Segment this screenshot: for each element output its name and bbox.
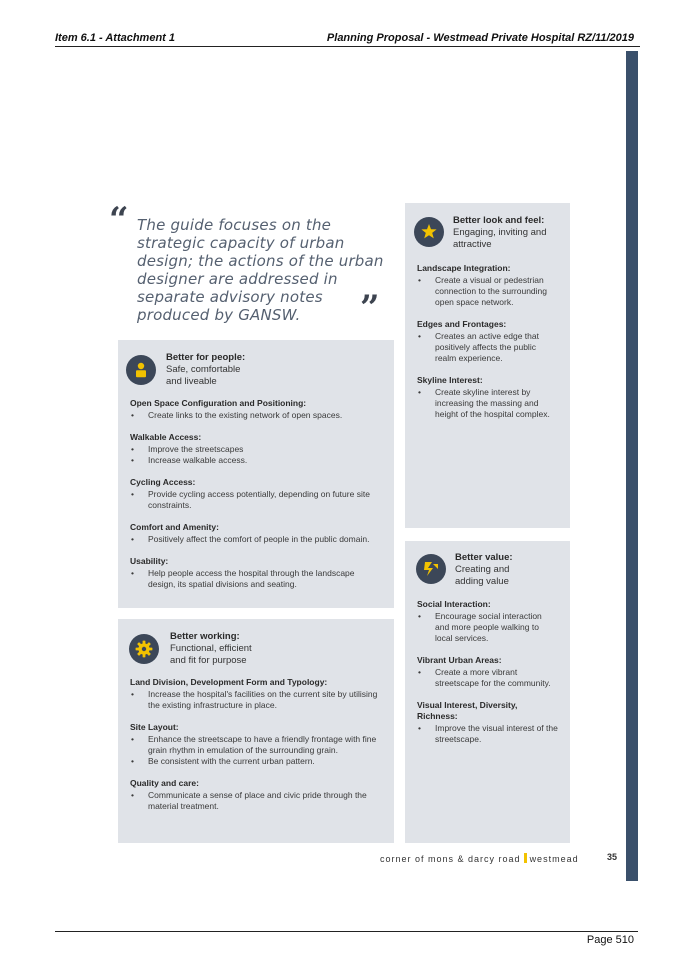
list-item: • Improve the visual interest of the streetscape. — [417, 723, 558, 745]
brand-address: corner of mons & darcy road — [380, 854, 521, 864]
section-heading: Usability: — [130, 556, 169, 566]
section-heading: Land Division, Development Form and Typology: — [130, 677, 328, 687]
section-heading: Social Interaction: — [417, 599, 491, 609]
list-item: • Improve the streetscapes — [130, 444, 382, 455]
section-heading: Cycling Access: — [130, 477, 196, 487]
section-heading: Visual Interest, Diversity, Richness: — [417, 700, 518, 721]
card-subtitle: and liveable — [166, 376, 217, 387]
section-heading: Quality and care: — [130, 778, 199, 788]
list-item: • Create a visual or pedestrian connection to the surrounding open space network. — [417, 275, 558, 308]
gear-icon — [129, 634, 159, 664]
list-item: • Communicate a sense of place and civic pride through the material treatment. — [130, 790, 382, 812]
card-better-look-and-feel — [405, 203, 570, 528]
card-better-for-people — [118, 340, 394, 608]
list-item: • Create skyline interest by increasing the massing and height of the hospital complex. — [417, 387, 558, 420]
card-better-value — [405, 541, 570, 843]
list-item: • Creates an active edge that positively affects the public realm experience. — [417, 331, 558, 364]
section — [417, 599, 558, 644]
section-heading: Vibrant Urban Areas: — [417, 655, 502, 665]
page-number: Page 510 — [586, 934, 634, 946]
section-heading: Walkable Access: — [130, 432, 202, 442]
section — [417, 263, 558, 308]
card-title: Better value: — [455, 552, 513, 563]
value-arrow-icon — [416, 554, 446, 584]
list-item: • Create links to the existing network of open spaces. — [130, 410, 382, 421]
header-divider — [55, 46, 640, 47]
section — [130, 677, 382, 711]
section — [417, 655, 558, 689]
list-item: • Enhance the streetscape to have a friendly frontage with fine grain rhythm in emulation of the surrounding grain. — [130, 734, 382, 756]
section — [130, 778, 382, 812]
list-item: • Be consistent with the current urban pattern. — [130, 756, 382, 767]
list-item: • Encourage social interaction and more people walking to local services. — [417, 611, 558, 644]
card-title: Better for people: — [166, 352, 246, 363]
section — [130, 556, 382, 590]
card-better-working — [118, 619, 394, 843]
section-heading: Site Layout: — [130, 722, 179, 732]
side-bar-decoration — [626, 51, 638, 881]
card-subtitle: Safe, comfortable — [166, 364, 241, 375]
card-subtitle: Creating and — [455, 564, 510, 575]
section — [417, 375, 558, 420]
section-heading: Landscape Integration: — [417, 263, 511, 273]
attachment-label: Item 6.1 - Attachment 1 — [55, 32, 176, 44]
list-item: • Create a more vibrant streetscape for the community. — [417, 667, 558, 689]
card-subtitle: attractive — [453, 239, 492, 250]
section — [130, 398, 382, 421]
footer-divider — [55, 931, 638, 932]
section-heading: Edges and Frontages: — [417, 319, 507, 329]
star-icon — [414, 217, 444, 247]
list-item: • Positively affect the comfort of people in the public domain. — [130, 534, 382, 545]
document-title: Planning Proposal - Westmead Private Hospital RZ/11/2019 — [326, 32, 634, 44]
section — [130, 432, 382, 466]
section — [130, 522, 382, 545]
section-heading: Comfort and Amenity: — [130, 522, 219, 532]
card-subtitle: adding value — [455, 576, 509, 587]
section — [130, 477, 382, 511]
section-heading: Open Space Configuration and Positioning: — [130, 398, 307, 408]
brand-suburb: westmead — [529, 854, 579, 864]
card-subtitle: Functional, efficient — [170, 643, 252, 654]
close-quote-mark: ” — [360, 288, 380, 328]
card-title: Better working: — [170, 631, 240, 642]
open-quote-mark: “ — [109, 200, 129, 240]
section — [417, 319, 558, 364]
card-title: Better look and feel: — [453, 215, 545, 226]
list-item: • Increase walkable access. — [130, 455, 382, 466]
pull-quote: The guide focuses on the strategic capacity of urban design; the actions of the urban designer are addressed in separate advisory notes produced by GANSW. — [137, 216, 384, 324]
person-icon — [126, 355, 156, 385]
section-heading: Skyline Interest: — [417, 375, 483, 385]
list-item: • Provide cycling access potentially, depending on future site constraints. — [130, 489, 382, 511]
report-page-number: 35 — [607, 852, 618, 862]
card-subtitle: Engaging, inviting and — [453, 227, 547, 238]
brand-divider — [524, 853, 527, 863]
card-subtitle: and fit for purpose — [170, 655, 247, 666]
section — [417, 700, 558, 745]
footer-brand — [380, 853, 579, 864]
list-item: • Help people access the hospital through the landscape design, its spatial divisions and seating. — [130, 568, 382, 590]
section — [130, 722, 382, 767]
list-item: • Increase the hospital's facilities on the current site by utilising the existing infrastructure in place. — [130, 689, 382, 711]
